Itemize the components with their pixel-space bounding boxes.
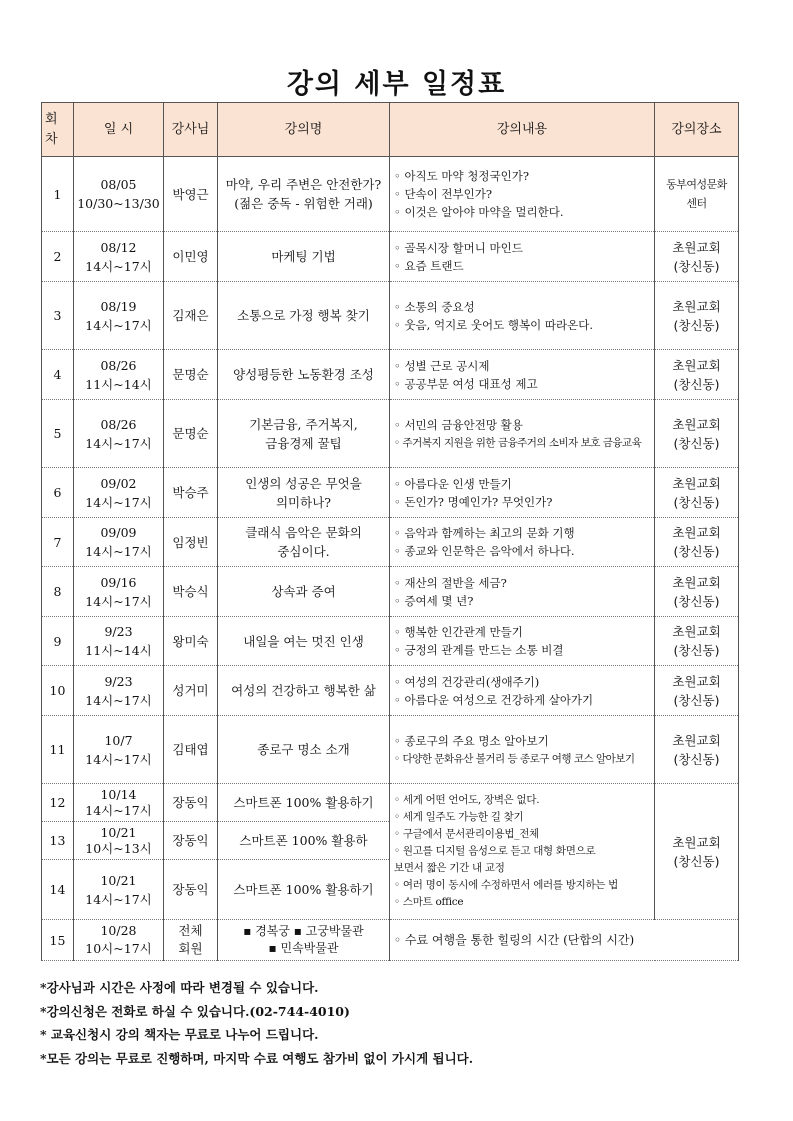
lecture-cell: 상속과 증여 (218, 567, 390, 617)
round-number: 9 (42, 617, 74, 666)
instructor-cell: 박승식 (164, 567, 218, 617)
content-cell: ◦ 골목시장 할머니 마인드 ◦ 요즘 트랜드 (390, 232, 655, 282)
table-row (42, 468, 739, 518)
content-cell: ◦ 아름다운 인생 만들기 ◦ 돈인가? 명예인가? 무엇인가? (390, 468, 655, 518)
header-lecture: 강의명 (218, 103, 390, 157)
content-cell: ◦ 종로구의 주요 명소 알아보기 ◦ 다양한 문화유산 볼거리 등 종로구 여행 코스 알아보기 (390, 716, 655, 784)
date-cell: 9/23 11시~14시 (74, 617, 164, 666)
round-number: 7 (42, 518, 74, 567)
note-line: *모든 강의는 무료로 진행하며, 마지막 수료 여행도 참가비 없이 가시게 됩니다. (40, 1050, 474, 1066)
content-cell: ◦ 행복한 인간관계 만들기 ◦ 긍정의 관계를 만드는 소통 비결 (390, 617, 655, 666)
lecture-cell: 스마트폰 100% 활용하기 (218, 784, 390, 822)
content-cell: ◦ 재산의 절반을 세금? ◦ 증여세 몇 년? (390, 567, 655, 617)
table-row (42, 784, 739, 822)
instructor-cell: 임정빈 (164, 518, 218, 567)
table-row (42, 920, 739, 961)
date-cell: 08/05 10/30~13/30 (74, 157, 164, 232)
location-cell: 초원교회 (창신동) (655, 282, 739, 350)
location-cell: 초원교회 (창신동) (655, 350, 739, 400)
date-cell: 09/09 14시~17시 (74, 518, 164, 567)
header-content: 강의내용 (390, 103, 655, 157)
header-date: 일 시 (74, 103, 164, 157)
content-cell-merged: ◦ 세게 어떤 언어도, 장벽은 없다. ◦ 세게 일주도 가능한 길 찾기 ◦ 구글에서 문서관리이용법_전체 ◦ 원고를 디지털 음성으로 듣고 대형 화면으로 보면서 짧은 기간 내 교정 ◦ 여러 명이 동시에 수정하면서 에러를 방지하는 법 ◦ 스마트 office (390, 784, 655, 920)
instructor-cell: 장동익 (164, 822, 218, 860)
table-row (42, 617, 739, 666)
content-cell: ◦ 여성의 건강관리(생애주기) ◦ 아름다운 여성으로 건강하게 살아가기 (390, 666, 655, 716)
instructor-cell: 왕미숙 (164, 617, 218, 666)
header-row (42, 103, 739, 157)
round-number: 10 (42, 666, 74, 716)
table-row (42, 157, 739, 232)
date-cell: 10/21 10시~13시 (74, 822, 164, 860)
round-number: 2 (42, 232, 74, 282)
instructor-cell: 박승주 (164, 468, 218, 518)
instructor-cell: 김태엽 (164, 716, 218, 784)
location-cell: 초원교회 (창신동) (655, 666, 739, 716)
location-cell: 초원교회 (창신동) (655, 716, 739, 784)
location-cell: 초원교회 (창신동) (655, 232, 739, 282)
location-cell: 초원교회 (창신동) (655, 468, 739, 518)
lecture-cell: 기본금융, 주거복지, 금융경제 꿀팁 (218, 400, 390, 468)
content-cell: ◦ 소통의 중요성 ◦ 웃음, 억지로 웃어도 행복이 따라온다. (390, 282, 655, 350)
date-cell: 10/7 14시~17시 (74, 716, 164, 784)
date-cell: 10/28 10시~17시 (74, 920, 164, 961)
header-round: 회 차 (42, 103, 74, 157)
round-number: 8 (42, 567, 74, 617)
instructor-cell: 장동익 (164, 860, 218, 920)
instructor-cell: 문명순 (164, 400, 218, 468)
note-line: *강사님과 시간은 사정에 따라 변경될 수 있습니다. (40, 980, 319, 995)
lecture-cell: 내일을 여는 멋진 인생 (218, 617, 390, 666)
lecture-cell: 소통으로 가정 행복 찾기 (218, 282, 390, 350)
table-row (42, 232, 739, 282)
note-line: * 교육신청시 강의 책자는 무료로 나누어 드립니다. (40, 1027, 319, 1042)
round-number: 15 (42, 920, 74, 961)
date-cell: 08/26 11시~14시 (74, 350, 164, 400)
table-row (42, 518, 739, 567)
lecture-cell: 종로구 명소 소개 (218, 716, 390, 784)
table-row (42, 400, 739, 468)
date-cell: 10/14 14시~17시 (74, 784, 164, 822)
location-cell: 초원교회 (창신동) (655, 518, 739, 567)
instructor-cell: 박영근 (164, 157, 218, 232)
lecture-cell: 스마트폰 100% 활용하 (218, 822, 390, 860)
page-title: 강의 세부 일정표 (286, 69, 507, 100)
lecture-cell: 클래식 음악은 문화의 중심이다. (218, 518, 390, 567)
round-number: 5 (42, 400, 74, 468)
location-cell: 동부여성문화 센터 (655, 157, 739, 232)
lecture-cell: 스마트폰 100% 활용하기 (218, 860, 390, 920)
instructor-cell: 성거미 (164, 666, 218, 716)
content-cell: ◦ 아직도 마약 청정국인가? ◦ 단속이 전부인가? ◦ 이것은 알아야 마약을 멀리한다. (390, 157, 655, 232)
note-line: *강의신청은 전화로 하실 수 있습니다.(02-744-4010) (40, 1003, 350, 1019)
content-cell: ◦ 수료 여행을 통한 힐링의 시간 (단합의 시간) (390, 920, 739, 961)
round-number: 12 (42, 784, 74, 822)
notes-section (40, 976, 473, 1070)
content-cell: ◦ 서민의 금융안전망 활용 ◦ 주거복지 지원을 위한 금융주거의 소비자 보호 금융교육 (390, 400, 655, 468)
instructor-cell: 김재은 (164, 282, 218, 350)
date-cell: 10/21 14시~17시 (74, 860, 164, 920)
location-cell: 초원교회 (창신동) (655, 617, 739, 666)
lecture-cell: 여성의 건강하고 행복한 삶 (218, 666, 390, 716)
instructor-cell: 이민영 (164, 232, 218, 282)
lecture-cell: ▪ 경복궁 ▪ 고궁박물관 ▪ 민속박물관 (218, 920, 390, 961)
round-number: 6 (42, 468, 74, 518)
header-location: 강의장소 (655, 103, 739, 157)
date-cell: 09/02 14시~17시 (74, 468, 164, 518)
round-number: 4 (42, 350, 74, 400)
instructor-cell: 전체 회원 (164, 920, 218, 961)
round-number: 1 (42, 157, 74, 232)
table-row (42, 350, 739, 400)
table-row (42, 567, 739, 617)
schedule-table (41, 102, 739, 961)
round-number: 3 (42, 282, 74, 350)
table-row (42, 716, 739, 784)
date-cell: 09/16 14시~17시 (74, 567, 164, 617)
lecture-cell: 마케팅 기법 (218, 232, 390, 282)
lecture-cell: 양성평등한 노동환경 조성 (218, 350, 390, 400)
lecture-cell: 마약, 우리 주변은 안전한가? (젊은 중독 - 위험한 거래) (218, 157, 390, 232)
date-cell: 08/19 14시~17시 (74, 282, 164, 350)
date-cell: 9/23 14시~17시 (74, 666, 164, 716)
round-number: 13 (42, 822, 74, 860)
date-cell: 08/12 14시~17시 (74, 232, 164, 282)
header-instructor: 강사님 (164, 103, 218, 157)
location-cell-merged: 초원교회 (창신동) (655, 784, 739, 920)
instructor-cell: 장동익 (164, 784, 218, 822)
date-cell: 08/26 14시~17시 (74, 400, 164, 468)
location-cell: 초원교회 (창신동) (655, 400, 739, 468)
content-cell: ◦ 성별 근로 공시제 ◦ 공공부문 여성 대표성 제고 (390, 350, 655, 400)
lecture-cell: 인생의 성공은 무엇을 의미하나? (218, 468, 390, 518)
content-cell: ◦ 음악과 함께하는 최고의 문화 기행 ◦ 종교와 인문학은 음악에서 하나다. (390, 518, 655, 567)
table-row (42, 666, 739, 716)
instructor-cell: 문명순 (164, 350, 218, 400)
round-number: 14 (42, 860, 74, 920)
location-cell: 초원교회 (창신동) (655, 567, 739, 617)
table-row (42, 282, 739, 350)
round-number: 11 (42, 716, 74, 784)
